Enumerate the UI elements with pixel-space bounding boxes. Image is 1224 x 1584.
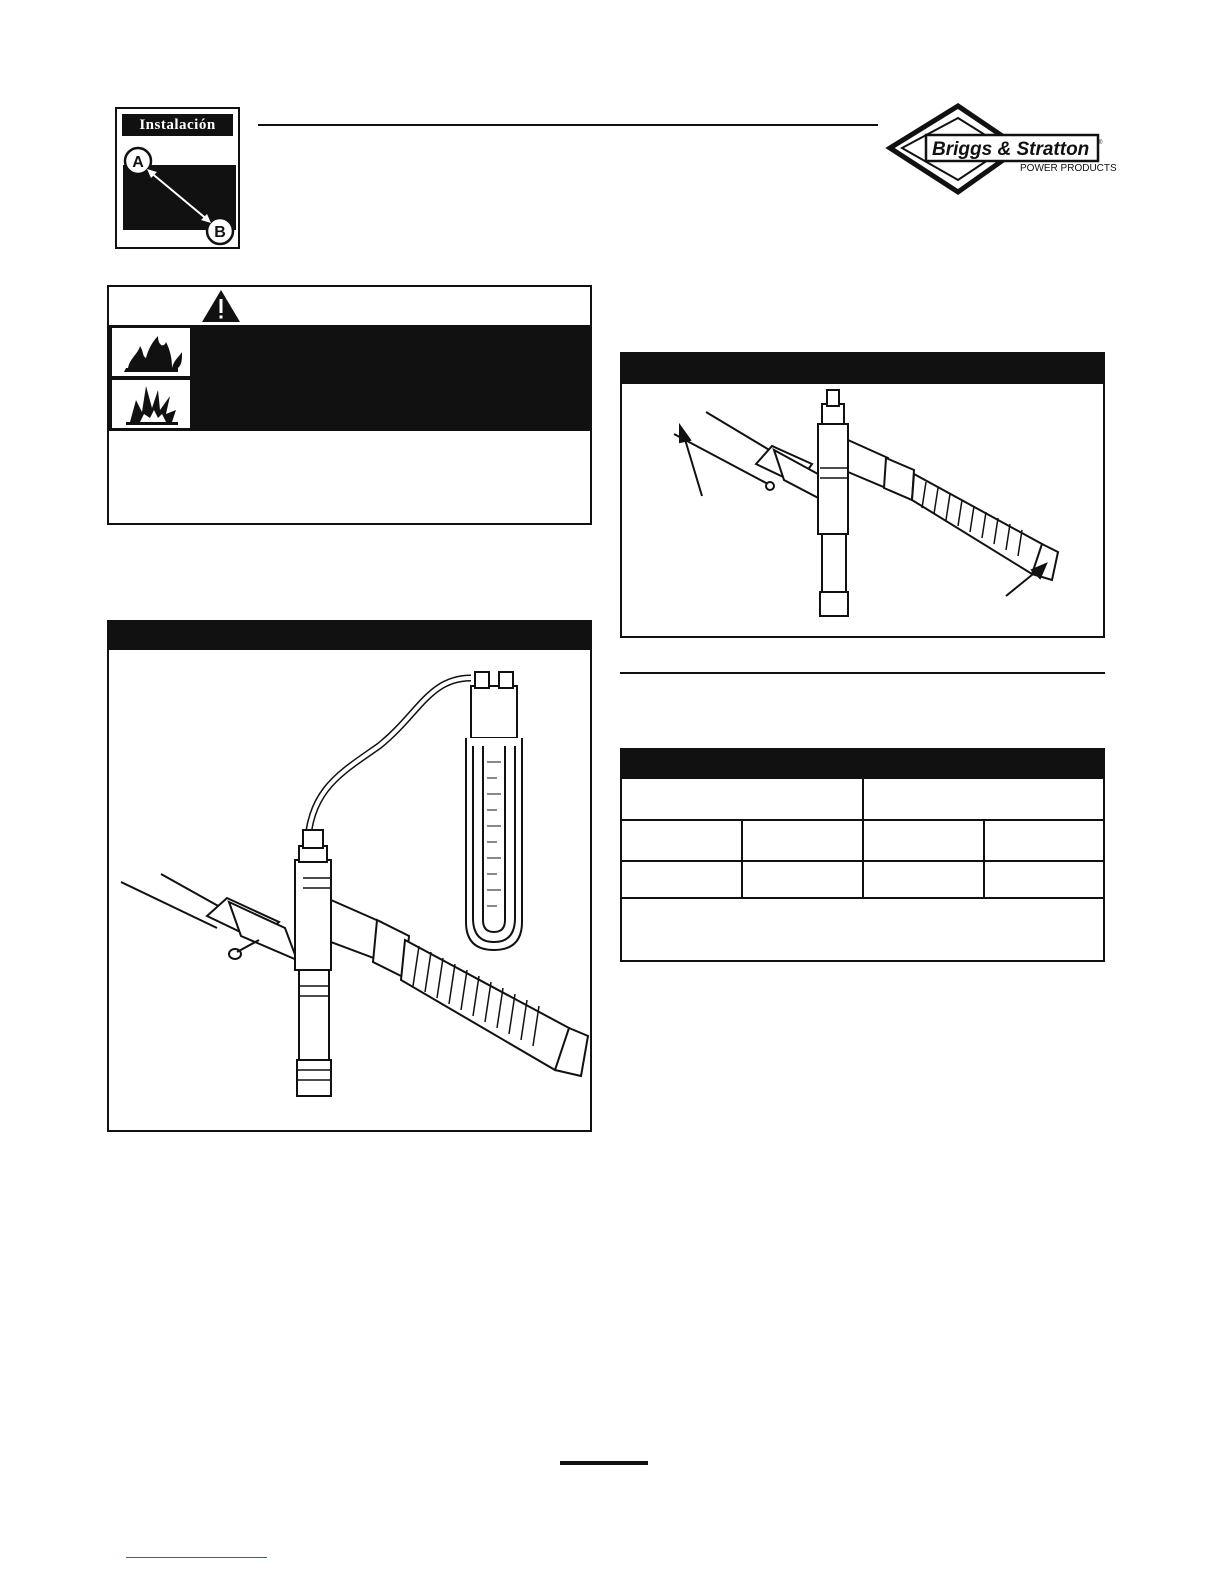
fire-icon (112, 328, 190, 376)
fire-hazard-tile (112, 328, 190, 376)
point-b-label: B (214, 224, 226, 241)
warning-box (107, 285, 592, 525)
footer-link-underline[interactable] (126, 1557, 267, 1558)
brand-subtitle: POWER PRODUCTS (1020, 163, 1117, 174)
warning-triangle-icon (201, 289, 241, 323)
header-rule (258, 124, 878, 126)
pressure-table (620, 748, 1105, 962)
registered-mark: ® (1098, 140, 1103, 146)
installation-badge (115, 107, 240, 249)
pipe-tee-icon (818, 390, 888, 616)
manometer-figure (107, 620, 592, 1132)
flex-line-icon (401, 940, 569, 1070)
brand-name: Briggs & Stratton (932, 139, 1090, 160)
page-number-bar (560, 1461, 648, 1465)
brand-logo (888, 104, 1117, 196)
warning-header (109, 287, 590, 325)
manometer-icon (466, 672, 522, 950)
distance-arrow-icon (117, 139, 238, 247)
explosion-icon (112, 380, 190, 428)
pressure-table-title (622, 750, 1103, 777)
explosion-hazard-tile (112, 380, 190, 428)
fitting-illustration (622, 384, 1103, 636)
fitting-figure (620, 352, 1105, 638)
manometer-figure-title (109, 622, 590, 650)
fitting-figure-title (622, 354, 1103, 384)
section-rule (620, 672, 1105, 674)
manometer-illustration (109, 650, 590, 1130)
installation-badge-title: Instalación (122, 114, 233, 136)
point-a-label: A (132, 154, 144, 171)
warning-band (109, 325, 590, 431)
arrow-icon (680, 426, 702, 496)
